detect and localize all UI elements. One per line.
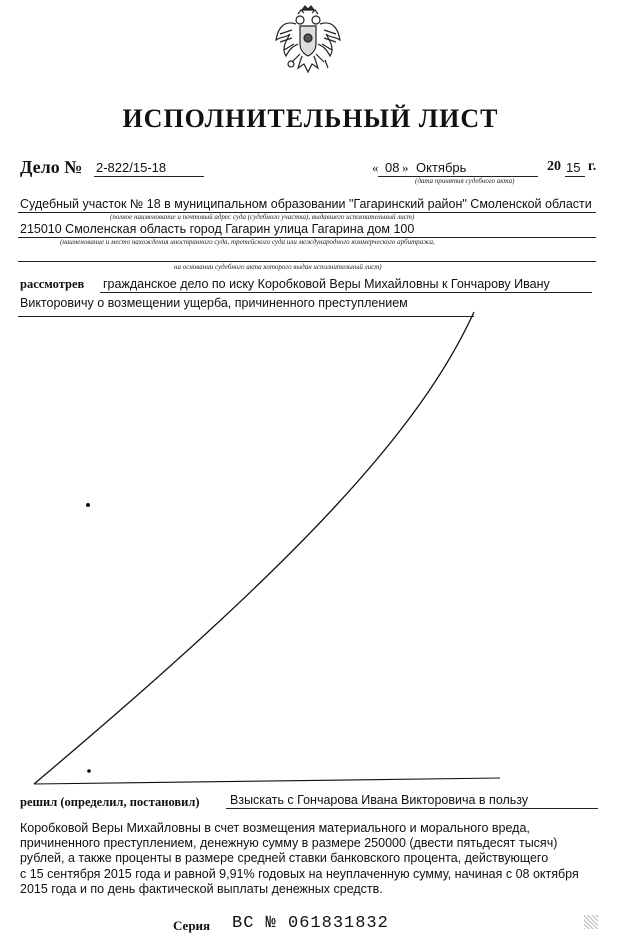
decision-label: решил (определил, постановил) [20, 795, 200, 809]
decision-line: рублей, а также проценты в размере средней ставки банковского процента, действующего [20, 851, 549, 866]
case-label: Дело № [20, 157, 83, 177]
decision-underline [226, 808, 598, 809]
decision-line: Коробковой Веры Михайловны в счет возмещения материального и морального вреда, [20, 821, 530, 835]
date-caption: (дата принятия судебного акта) [415, 177, 515, 185]
date-month: Октябрь [416, 160, 467, 175]
corner-mark-icon [584, 915, 598, 929]
decision-line: 2015 года и по день фактической выплаты денежных средств. [20, 881, 383, 896]
date-open-quote: « [372, 160, 379, 175]
considered-line-2: Викторовичу о возмещении ущерба, причиненного преступлением [20, 296, 408, 310]
series-label: Серия [173, 918, 211, 933]
considered-line-1: гражданское дело по иску Коробковой Веры Михайловны к Гончарову Ивану [103, 277, 550, 291]
date-close-quote: » [402, 160, 409, 175]
date-year-prefix: 20 [547, 159, 561, 174]
date-year-unit: г. [588, 159, 597, 174]
court-name-caption: (полное наименование и почтовый адрес суда (судебного участка), выдавшего исполнительный лист) [110, 213, 415, 221]
court-name: Судебный участок № 18 в муниципальном образовании "Гагаринский район" Смоленской области [20, 197, 592, 211]
basis-caption: на основании судебного акта которого выдан исполнительный лист) [174, 263, 382, 271]
date-year-suffix: 15 [566, 160, 581, 175]
decision-text [20, 821, 579, 897]
court-address-caption: (наименование и место нахождения иностранного суда, третейского суда или международного коммерческого арбитража, [60, 238, 435, 246]
document-title: ИСПОЛНИТЕЛЬНЫЙ ЛИСТ [122, 104, 499, 133]
date-day: 08 [385, 160, 400, 175]
court-address: 215010 Смоленская область город Гагарин улица Гагарина дом 100 [20, 222, 415, 236]
case-number: 2-822/15-18 [96, 160, 167, 175]
decision-line: причиненного преступлением, денежную сумму в размере 250000 (двести пятьдесят тысяч) [20, 836, 558, 851]
decision-line: с 15 сентября 2015 года и равной 9,91% годовых на неуплаченную сумму, начиная с 08 октября [20, 866, 579, 881]
considered-label: рассмотрев [20, 277, 85, 291]
series-number: ВС № 061831832 [232, 914, 389, 933]
decision-first-line: Взыскать с Гончарова Ивана Викторовича в пользу [230, 793, 529, 807]
